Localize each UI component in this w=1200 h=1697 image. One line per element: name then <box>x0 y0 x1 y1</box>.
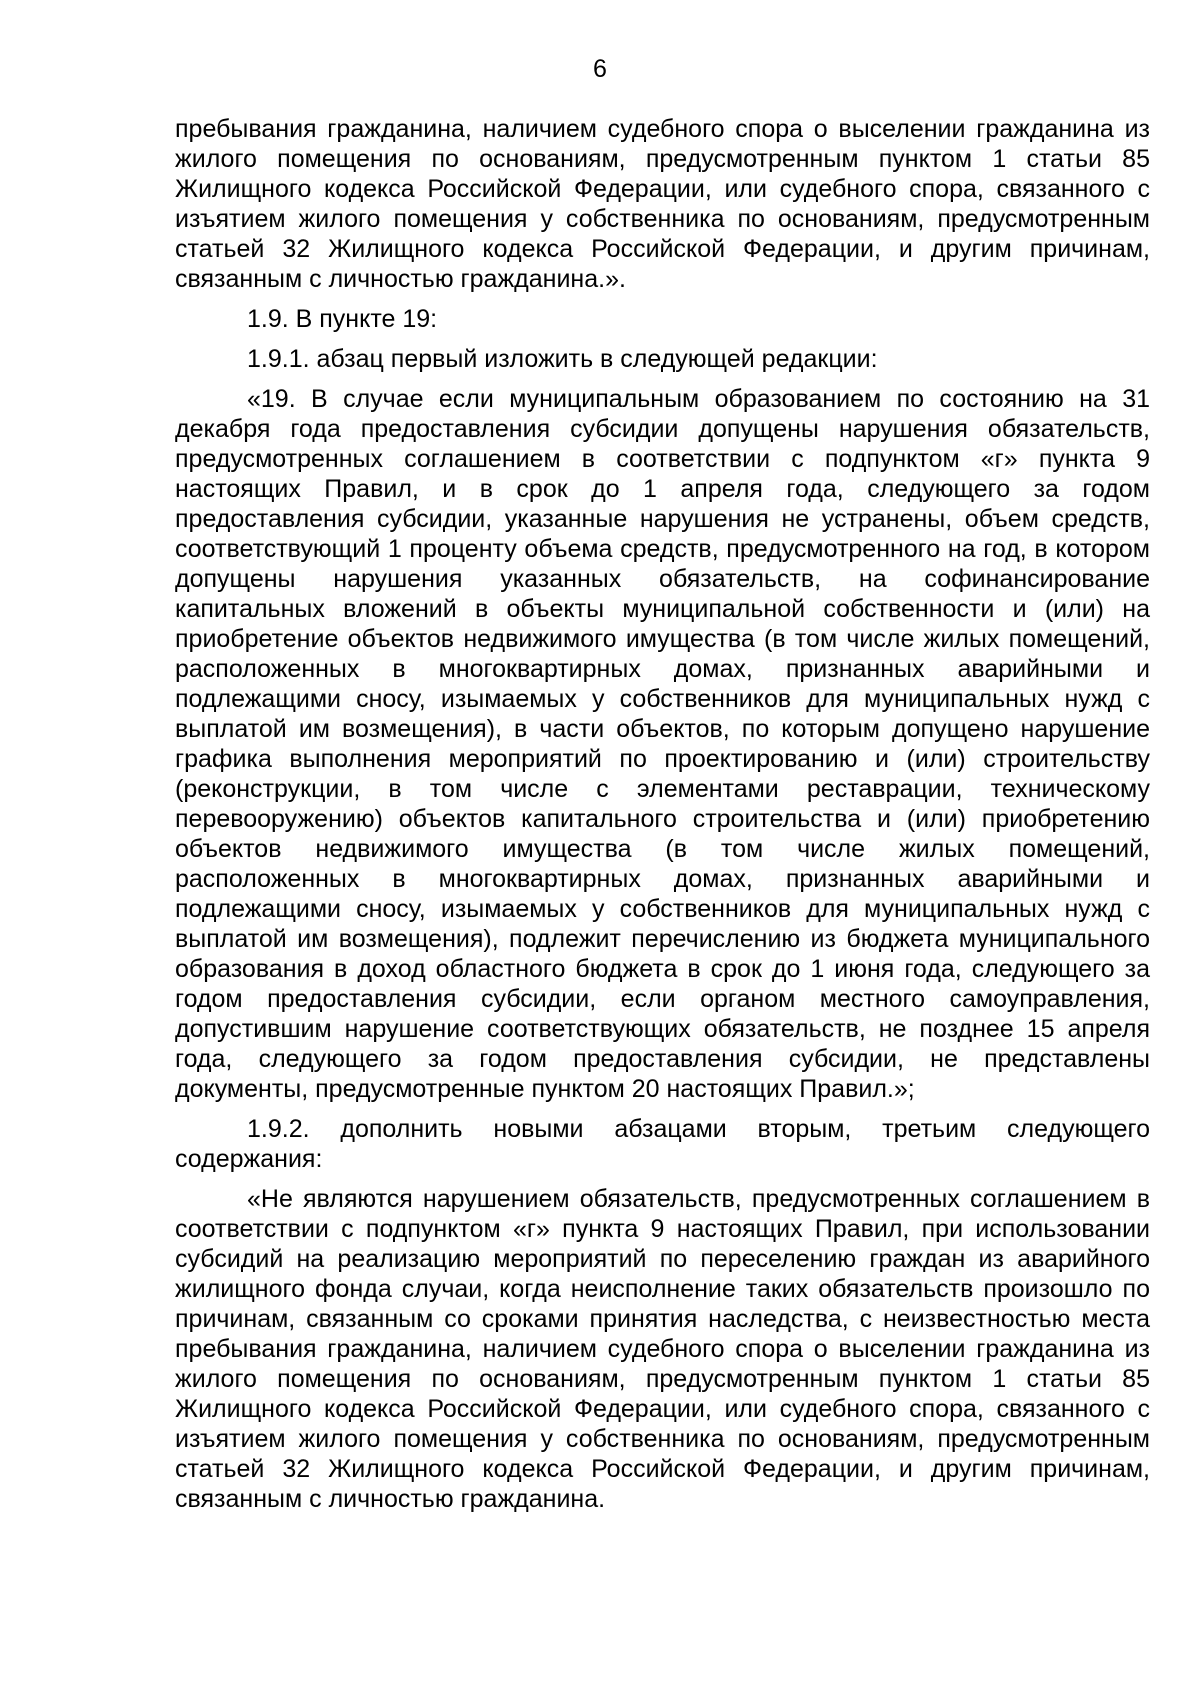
paragraph-point-19: «19. В случае если муниципальным образованием по состоянию на 31 декабря года предоставления субсидии допущены нарушения обязательств, предусмотренных соглашением в соответствии с подпунктом «г» пункта 9 настоящих Правил, и в срок до 1 апреля года, следующего за годом предоставления субсидии, указанные нарушения не устранены, объем средств, соответствующий 1 проценту объема средств, предусмотренного на год, в котором допущены нарушения указанных обязательств, на софинансирование капитальных вложений в объекты муниципальной собственности и (или) на приобретение объектов недвижимого имущества (в том числе жилых помещений, расположенных в многоквартирных домах, признанных аварийными и подлежащими сносу, изымаемых у собственников для муниципальных нужд с выплатой им возмещения), в части объектов, по которым допущено нарушение графика выполнения мероприятий по проектированию и (или) строительству (реконструкции, в том числе с элементами реставрации, техническому перевооружению) объектов капитального строительства и (или) приобретению объектов недвижимого имущества (в том числе жилых помещений, расположенных в многоквартирных домах, признанных аварийными и подлежащими сносу, изымаемых у собственников для муниципальных нужд с выплатой им возмещения), подлежит перечислению из бюджета муниципального образования в доход областного бюджета в срок до 1 июня года, следующего за годом предоставления субсидии, если органом местного самоуправления, допустившим нарушение соответствующих обязательств, не позднее 15 апреля года, следующего за годом предоставления субсидии, не представлены документы, предусмотренные пунктом 20 настоящих Правил.»; <box>175 385 1150 1103</box>
paragraph-item-1-9-1: 1.9.1. абзац первый изложить в следующей редакции: <box>247 345 878 373</box>
paragraph-item-1-9: 1.9. В пункте 19: <box>247 305 438 333</box>
page-number: 6 <box>593 55 607 83</box>
paragraph-new-abzac: «Не являются нарушением обязательств, предусмотренных соглашением в соответствии с подпунктом «г» пункта 9 настоящих Правил, при использовании субсидий на реализацию мероприятий по переселению граждан из аварийного жилищного фонда случаи, когда неисполнение таких обязательств произошло по причинам, связанным со сроками принятия наследства, с неизвестностью места пребывания гражданина, наличием судебного спора о выселении гражданина из жилого помещения по основаниям, предусмотренным пунктом 1 статьи 85 Жилищного кодекса Российской Федерации, или судебного спора, связанного с изъятием жилого помещения у собственника по основаниям, предусмотренным статьей 32 Жилищного кодекса Российской Федерации, и другим причинам, связанным с личностью гражданина. <box>175 1185 1150 1513</box>
document-body <box>175 114 1150 1524</box>
paragraph-item-1-9-2: 1.9.2. дополнить новыми абзацами вторым, третьим следующего содержания: <box>175 1115 1150 1173</box>
paragraph-continuation: пребывания гражданина, наличием судебного спора о выселении гражданина из жилого помещения по основаниям, предусмотренным пунктом 1 статьи 85 Жилищного кодекса Российской Федерации, или судебного спора, связанного с изъятием жилого помещения у собственника по основаниям, предусмотренным статьей 32 Жилищного кодекса Российской Федерации, и другим причинам, связанным с личностью гражданина.». <box>175 115 1150 293</box>
